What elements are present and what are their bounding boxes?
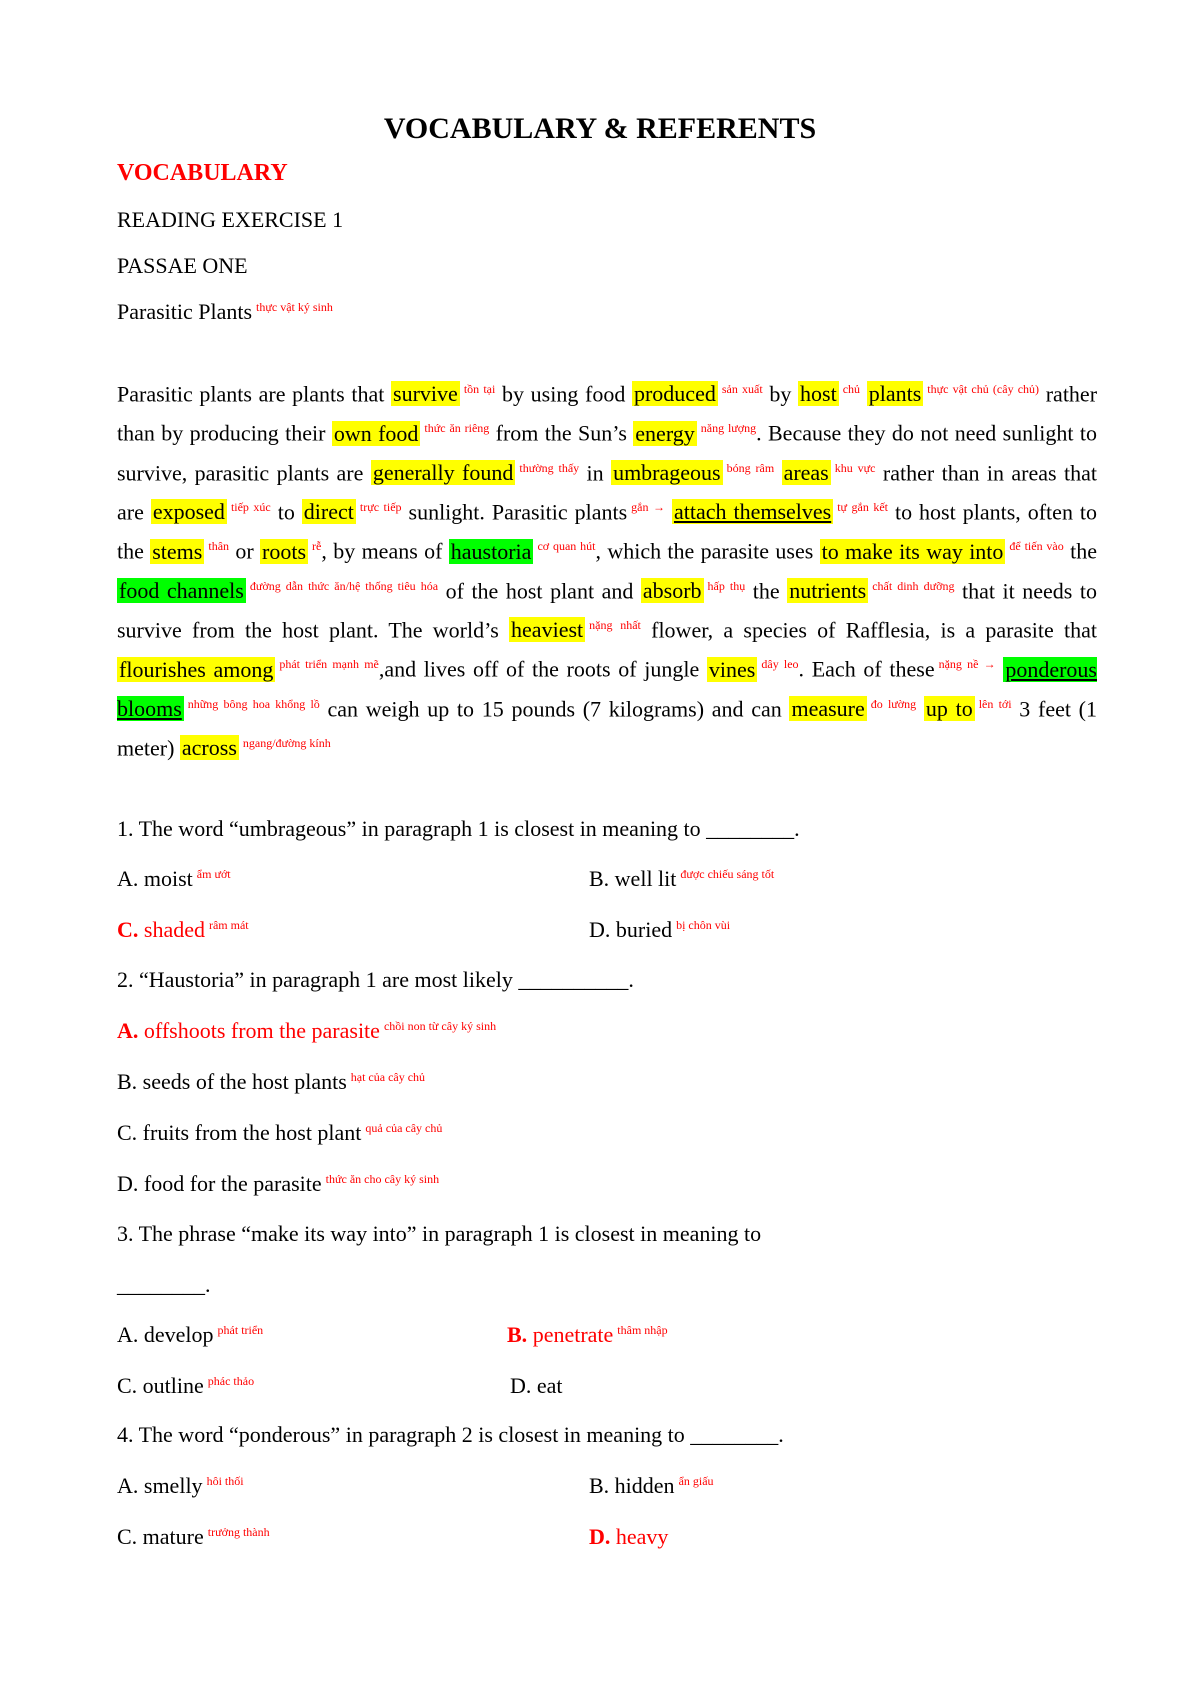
passage-text: Parasitic plants are plants that — [117, 381, 392, 407]
option-text: shaded — [138, 917, 205, 942]
translation-annotation: thức ăn riêng — [424, 421, 490, 436]
translation-annotation: lên tới — [978, 696, 1012, 711]
translation-annotation: thực vật chủ (cây chủ) — [927, 382, 1040, 396]
passage-heading: PASSAE ONE — [117, 253, 248, 278]
option-annotation: thức ăn cho cây ký sinh — [325, 1171, 440, 1186]
passage-text: or — [229, 538, 261, 564]
vocab-highlight: direct — [303, 499, 354, 525]
passage-text: can weigh up to 15 pounds (7 kilograms) and can — [319, 695, 790, 721]
vocab-highlight: own food — [333, 420, 419, 446]
translation-annotation: sản xuất — [721, 382, 763, 396]
translation-annotation: thường thấy — [519, 460, 580, 475]
vocab-highlight: stems — [152, 538, 203, 564]
option-annotation: bị chôn vùi — [676, 917, 731, 932]
passage-text: to host plants, often to the — [117, 499, 1098, 564]
option-annotation: trưởng thành — [207, 1524, 270, 1539]
vocab-highlight: plants — [868, 381, 922, 407]
passage-text: rather than in areas that are — [117, 459, 1097, 525]
passage-text: , which the parasite uses — [595, 538, 820, 564]
key-term-highlight: food channels — [119, 577, 244, 603]
passage-text: from the Sun’s — [489, 420, 634, 446]
passage-text: . Because they do not need sunlight to survive, parasitic plants are — [117, 420, 1097, 485]
q2-option-d — [117, 1171, 439, 1197]
vocab-highlight: host — [800, 381, 837, 407]
question-1-stem: 1. The word “umbrageous” in paragraph 1 is closest in meaning to ________. — [117, 816, 800, 841]
passage-text — [860, 381, 867, 406]
passage-text: by — [762, 381, 799, 407]
option-text: heavy — [610, 1524, 669, 1549]
option-annotation: quả của cây chủ — [365, 1120, 443, 1135]
option-text: D. eat — [510, 1373, 563, 1398]
passage-text: , by means of — [321, 538, 449, 564]
q2-option-c — [117, 1120, 442, 1146]
option-text: penetrate — [527, 1322, 614, 1347]
vocab-highlight: measure — [791, 695, 865, 721]
vocab-highlight: across — [181, 735, 237, 761]
q1-option-d — [589, 917, 730, 943]
passage-title — [117, 299, 333, 325]
vocab-highlight: absorb — [642, 577, 702, 603]
translation-annotation: phát triển mạnh mẽ — [279, 657, 379, 672]
option-annotation: phác thảo — [207, 1373, 255, 1388]
passage-text — [665, 499, 672, 524]
vocab-highlight: energy — [635, 420, 695, 446]
q1-option-c-correct — [117, 917, 249, 943]
translation-annotation: tự gắn kết — [837, 499, 888, 514]
option-annotation: ẩn giấu — [678, 1473, 714, 1488]
translation-annotation: khu vực — [834, 460, 876, 475]
option-text: D. food for the parasite — [117, 1171, 322, 1196]
vocab-highlight: attach themselves — [673, 499, 832, 525]
translation-annotation: tiếp xúc — [230, 499, 271, 514]
q3-option-b-correct — [507, 1322, 668, 1348]
passage-title-text: Parasitic Plants — [117, 299, 253, 324]
passage-text: ,and lives off of the roots of jungle — [378, 656, 707, 682]
option-letter: B. — [507, 1322, 528, 1347]
option-annotation: hôi thối — [206, 1473, 244, 1488]
vocab-highlight: survive — [393, 381, 458, 407]
option-annotation: chồi non từ cây ký sinh — [383, 1018, 497, 1033]
passage-title-annotation: thực vật ký sinh — [256, 299, 333, 314]
option-annotation: thâm nhập — [617, 1322, 668, 1337]
translation-annotation: những bông hoa khổng lồ — [187, 696, 320, 711]
q4-option-c — [117, 1524, 270, 1550]
passage-text: rather than by producing their — [117, 381, 1098, 446]
option-text: A. moist — [117, 866, 193, 891]
translation-annotation: ngang/đường kính — [242, 735, 331, 750]
q2-option-b — [117, 1069, 425, 1095]
translation-annotation: để tiến vào — [1009, 539, 1064, 554]
q3-option-c — [117, 1373, 254, 1399]
passage-text: . Each of these — [798, 656, 935, 682]
q4-option-b — [589, 1473, 714, 1499]
passage-text: sunlight. Parasitic plants — [401, 499, 628, 525]
key-term-highlight: haustoria — [450, 538, 532, 564]
option-text: offshoots from the parasite — [138, 1018, 380, 1043]
option-letter: C. — [117, 917, 139, 942]
option-text: B. well lit — [589, 866, 677, 891]
translation-annotation: dây leo — [761, 657, 799, 672]
passage-text: of the host plant and — [438, 577, 641, 603]
translation-annotation: chất dinh dưỡng — [872, 578, 955, 593]
q3-option-a — [117, 1322, 263, 1348]
passage-text: by using food — [495, 381, 632, 407]
section-heading: VOCABULARY — [117, 160, 288, 186]
exercise-heading: READING EXERCISE 1 — [117, 207, 344, 232]
vocab-highlight: exposed — [152, 499, 225, 525]
option-text: C. fruits from the host plant — [117, 1120, 362, 1145]
vocab-highlight: to make its way into — [821, 538, 1004, 564]
vocab-highlight: roots — [262, 538, 307, 564]
question-3-stem: 3. The phrase “make its way into” in paragraph 1 is closest in meaning to — [117, 1221, 762, 1246]
vocab-highlight: vines — [708, 656, 756, 682]
option-text: A. develop — [117, 1322, 214, 1347]
translation-annotation: bóng râm — [726, 460, 775, 475]
vocab-highlight: areas — [783, 459, 829, 485]
vocab-highlight: up to — [925, 695, 973, 721]
passage-text: the — [1063, 538, 1097, 564]
vocab-highlight: heaviest — [511, 617, 584, 643]
q4-option-d-correct — [589, 1524, 668, 1550]
option-annotation: được chiếu sáng tốt — [680, 866, 775, 881]
vocab-highlight: nutrients — [789, 577, 867, 603]
translation-annotation: cơ quan hút — [537, 539, 596, 554]
option-text: C. mature — [117, 1524, 204, 1549]
passage-text: the — [745, 577, 788, 603]
q2-option-a-correct — [117, 1018, 496, 1044]
passage-text: flower, a species of Rafflesia, is a parasite that — [640, 617, 1098, 643]
vocab-highlight: flourishes among — [119, 656, 274, 682]
passage-text: 3 feet (1 meter) — [117, 695, 1098, 761]
option-annotation: phát triển — [217, 1322, 264, 1337]
option-letter: D. — [589, 1524, 611, 1549]
translation-annotation: nặng nhất — [589, 617, 641, 632]
passage-text: that it needs to survive from the host plant. The world’s — [117, 577, 1098, 643]
translation-annotation: đường dẫn thức ăn/hệ thống tiêu hóa — [249, 578, 439, 593]
passage-text — [916, 696, 924, 721]
translation-annotation: tồn tại — [463, 382, 496, 396]
option-annotation: ẩm ướt — [196, 866, 231, 881]
q1-option-b — [589, 866, 774, 892]
translation-annotation: nặng nề → — [938, 657, 996, 672]
option-annotation: râm mát — [208, 917, 249, 932]
translation-annotation: thân — [208, 539, 230, 554]
translation-annotation: gắn → — [631, 499, 665, 514]
question-2-stem: 2. “Haustoria” in paragraph 1 are most likely __________. — [117, 967, 634, 992]
translation-annotation: hấp thụ — [707, 578, 746, 593]
translation-annotation: năng lượng — [700, 421, 757, 436]
page-title: VOCABULARY & REFERENTS — [383, 112, 817, 145]
vocab-highlight: generally found — [372, 459, 514, 485]
option-text: A. smelly — [117, 1473, 203, 1498]
question-4-stem: 4. The word “ponderous” in paragraph 2 is closest in meaning to ________. — [117, 1422, 784, 1447]
passage-text: to — [270, 499, 302, 525]
passage-paragraph — [117, 372, 1097, 765]
q3-option-d — [510, 1373, 563, 1399]
translation-annotation: trực tiếp — [359, 499, 402, 514]
translation-annotation: đo lường — [870, 696, 917, 711]
vocab-highlight: umbrageous — [613, 459, 721, 485]
translation-annotation: chủ — [842, 382, 861, 396]
passage-text: in — [579, 459, 612, 485]
option-text: D. buried — [589, 917, 673, 942]
option-annotation: hạt của cây chủ — [350, 1069, 426, 1084]
q1-option-a — [117, 866, 231, 892]
option-letter: A. — [117, 1018, 139, 1043]
key-term-highlight: ponderous blooms — [117, 656, 1097, 721]
q4-option-a — [117, 1473, 244, 1499]
option-text: C. outline — [117, 1373, 204, 1398]
vocab-highlight: produced — [633, 381, 716, 407]
passage-text — [774, 460, 781, 485]
option-text: B. seeds of the host plants — [117, 1069, 347, 1094]
translation-annotation: rễ — [312, 539, 322, 554]
option-text: B. hidden — [589, 1473, 675, 1498]
question-3-blank: ________. — [117, 1272, 211, 1297]
